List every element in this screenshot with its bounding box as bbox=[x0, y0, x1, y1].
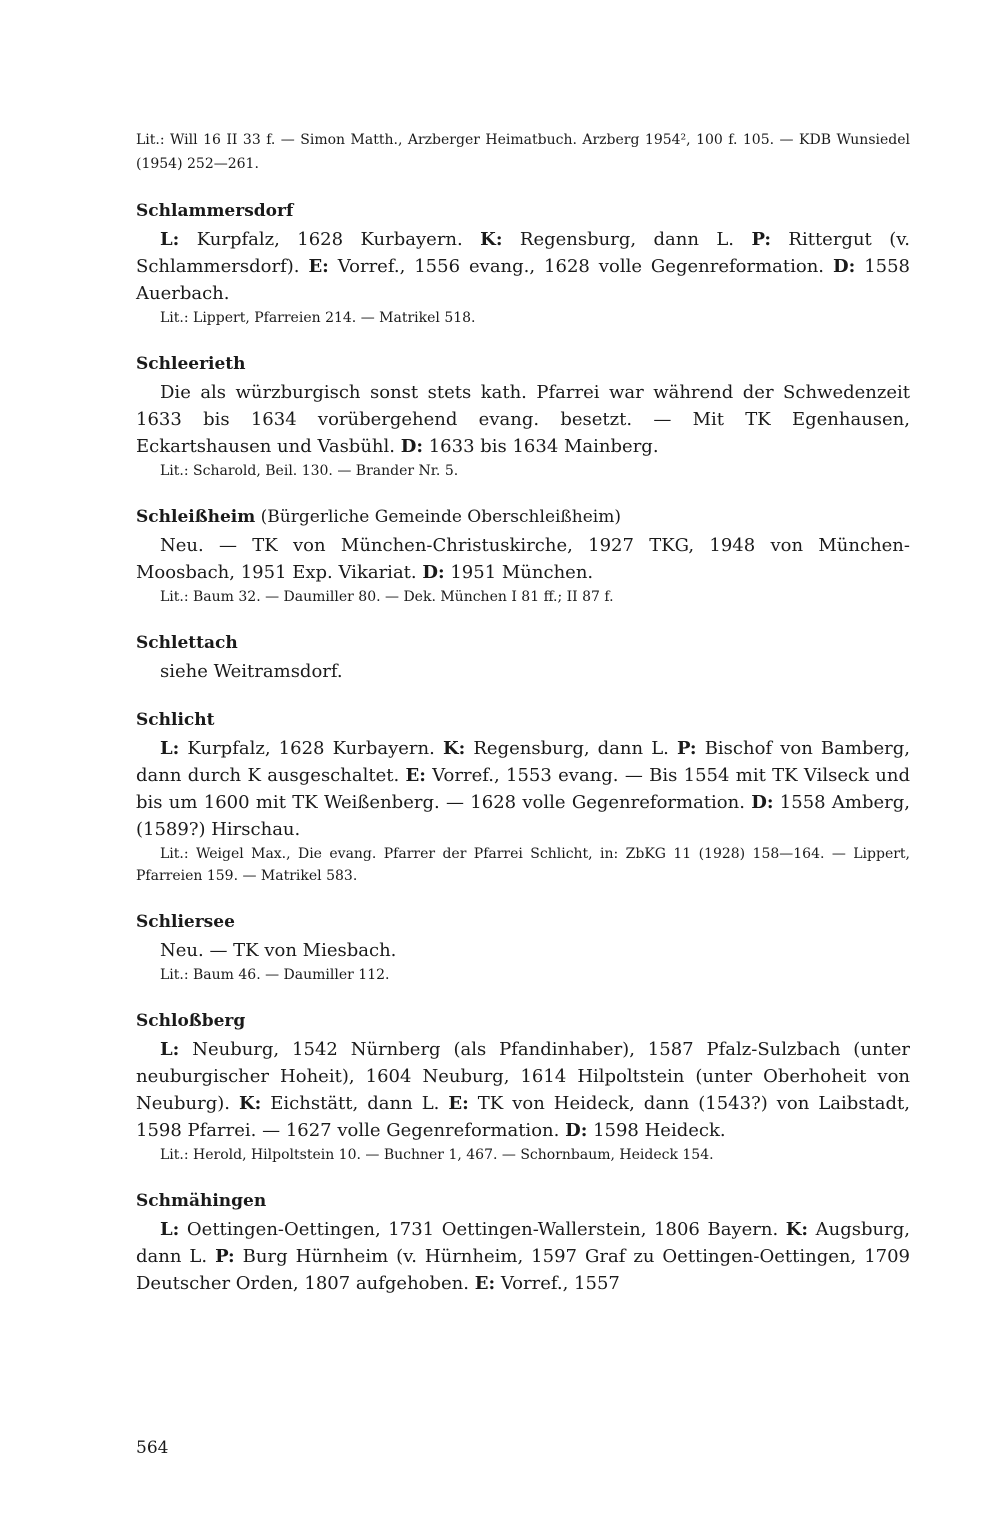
entry-literature: Lit.: Baum 46. — Daumiller 112. bbox=[160, 967, 390, 983]
entry-text: TK von Heideck, dann (1543?) von Laibstadt, 1598 Pfarrei. — 1627 volle Gegenreformation. bbox=[136, 1093, 910, 1141]
entry bbox=[136, 351, 910, 482]
entry-title bbox=[136, 1008, 910, 1034]
entry bbox=[136, 504, 910, 608]
entry-key: L: bbox=[160, 1219, 180, 1240]
entry-key: L: bbox=[160, 1039, 180, 1060]
entry bbox=[136, 198, 910, 329]
entry-literature: Lit.: Weigel Max., Die evang. Pfarrer der Pfarrei Schlicht, in: ZbKG 11 (1928) 158—164. — Lippert, Pfarreien 159. — Matrikel 583. bbox=[136, 846, 910, 884]
entry-key: E: bbox=[308, 256, 329, 277]
entry-title bbox=[136, 909, 910, 935]
entry-text: Augsburg, dann L. bbox=[136, 1219, 910, 1267]
entry-title bbox=[136, 1188, 910, 1214]
entry-title bbox=[136, 504, 910, 530]
entry-key: K: bbox=[480, 229, 503, 250]
entry bbox=[136, 707, 910, 887]
entry-body bbox=[136, 735, 910, 843]
entry-text: Rittergut (v. Schlammersdorf). bbox=[136, 229, 910, 277]
entry-key: K: bbox=[238, 1093, 262, 1114]
entry-title-suffix: (Bürgerliche Gemeinde Oberschleißheim) bbox=[255, 507, 621, 527]
entry-text: Vorref., 1557 bbox=[495, 1273, 620, 1294]
entry-key: E: bbox=[448, 1093, 469, 1114]
entry-body bbox=[136, 1036, 910, 1144]
entry-key: D: bbox=[400, 436, 423, 457]
entry-title bbox=[136, 351, 910, 377]
entry-title bbox=[136, 198, 910, 224]
entry-text: 1558 Amberg, (1589?) Hirschau. bbox=[136, 792, 911, 840]
entry-title-name: Schmähingen bbox=[136, 1191, 267, 1211]
entry-text: Vorref., 1556 evang., 1628 volle Gegenreformation. bbox=[328, 256, 833, 277]
entry-body bbox=[136, 658, 910, 685]
entry-key: D: bbox=[422, 562, 445, 583]
entry-body bbox=[136, 379, 910, 460]
entry-key: K: bbox=[785, 1219, 809, 1240]
entry-title-name: Schlettach bbox=[136, 633, 238, 653]
entry-text: Regensburg, dann L. bbox=[502, 229, 752, 250]
entry-text: Vorref., 1553 evang. — Bis 1554 mit TK Vilseck und bis um 1600 mit TK Weißenberg. — 1628 volle Gegenreformation. bbox=[136, 765, 910, 813]
entry-text: Oettingen-Oettingen, 1731 Oettingen-Wallerstein, 1806 Bayern. bbox=[179, 1219, 786, 1240]
entry-key: E: bbox=[474, 1273, 496, 1294]
entry bbox=[136, 1008, 910, 1166]
entry-title-name: Schleerieth bbox=[136, 354, 246, 374]
entry-text: 1598 Heideck. bbox=[587, 1120, 726, 1141]
entry-key: L: bbox=[160, 738, 180, 759]
entry-text: 1633 bis 1634 Mainberg. bbox=[422, 436, 659, 457]
entry-text: Bischof von Bamberg, dann durch K ausgeschaltet. bbox=[136, 738, 910, 786]
entry-text: 1558 Auerbach. bbox=[136, 256, 911, 304]
entry-text: Burg Hürnheim (v. Hürnheim, 1597 Graf zu Oettingen-Oettingen, 1709 Deutscher Orden, 1807 aufgehoben. bbox=[136, 1246, 911, 1294]
entry-body bbox=[136, 937, 910, 964]
entry-key: D: bbox=[832, 256, 856, 277]
entry-text: Regensburg, dann L. bbox=[465, 738, 678, 759]
entry-literature: Lit.: Baum 32. — Daumiller 80. — Dek. München I 81 ff.; II 87 f. bbox=[160, 589, 614, 605]
entry-text: Neu. — TK von München-Christuskirche, 1927 TKG, 1948 von München-Moosbach, 1951 Exp. Vikariat. bbox=[136, 535, 910, 583]
page-number: 564 bbox=[136, 1438, 169, 1458]
entry-title-name: Schleißheim bbox=[136, 507, 256, 527]
entry-body bbox=[136, 226, 910, 307]
page-content bbox=[136, 128, 910, 1297]
entry-title bbox=[136, 630, 910, 656]
entry-key: P: bbox=[751, 229, 771, 250]
entry-body bbox=[136, 1216, 910, 1297]
entry-title-name: Schliersee bbox=[136, 912, 235, 932]
entry bbox=[136, 630, 910, 685]
entry-title-name: Schlicht bbox=[136, 710, 215, 730]
entry-body bbox=[136, 532, 910, 586]
entry-literature: Lit.: Herold, Hilpoltstein 10. — Buchner 1, 467. — Schornbaum, Heideck 154. bbox=[160, 1147, 714, 1163]
entry-text: Eichstätt, dann L. bbox=[261, 1093, 449, 1114]
intro-literature: Lit.: Will 16 II 33 f. — Simon Matth., Arzberger Heimatbuch. Arzberg 1954², 100 f. 105. — KDB Wunsiedel (1954) 252—261. bbox=[136, 132, 910, 172]
entry-text: Kurpfalz, 1628 Kurbayern. bbox=[179, 738, 443, 759]
entries-list bbox=[136, 198, 910, 1297]
entry-text: Kurpfalz, 1628 Kurbayern. bbox=[179, 229, 481, 250]
entry-title bbox=[136, 707, 910, 733]
entry-key: L: bbox=[160, 229, 180, 250]
entry-key: D: bbox=[565, 1120, 588, 1141]
entry-key: K: bbox=[442, 738, 466, 759]
entry-title-name: Schloßberg bbox=[136, 1011, 246, 1031]
entry-key: D: bbox=[751, 792, 774, 813]
entry bbox=[136, 909, 910, 986]
entry-key: P: bbox=[677, 738, 697, 759]
entry-text: Neu. — TK von Miesbach. bbox=[160, 940, 397, 961]
entry-text: Neuburg, 1542 Nürnberg (als Pfandinhaber), 1587 Pfalz-Sulzbach (unter neuburgischer Hoheit), 1604 Neuburg, 1614 Hilpoltstein (unter Oberhoheit von Neuburg). bbox=[136, 1039, 910, 1114]
entry-literature: Lit.: Lippert, Pfarreien 214. — Matrikel 518. bbox=[160, 310, 476, 326]
entry-text: Die als würzburgisch sonst stets kath. Pfarrei war während der Schwedenzeit 1633 bis 1634 vorübergehend evang. besetzt. — Mit TK Egenhausen, Eckartshausen und Vasbühl. bbox=[136, 382, 910, 457]
entry-text: 1951 München. bbox=[444, 562, 594, 583]
entry-text: siehe Weitramsdorf. bbox=[160, 661, 343, 682]
entry-title-name: Schlammersdorf bbox=[136, 201, 294, 221]
entry-key: P: bbox=[215, 1246, 235, 1267]
entry bbox=[136, 1188, 910, 1297]
entry-literature: Lit.: Scharold, Beil. 130. — Brander Nr. 5. bbox=[160, 463, 459, 479]
entry-key: E: bbox=[405, 765, 426, 786]
